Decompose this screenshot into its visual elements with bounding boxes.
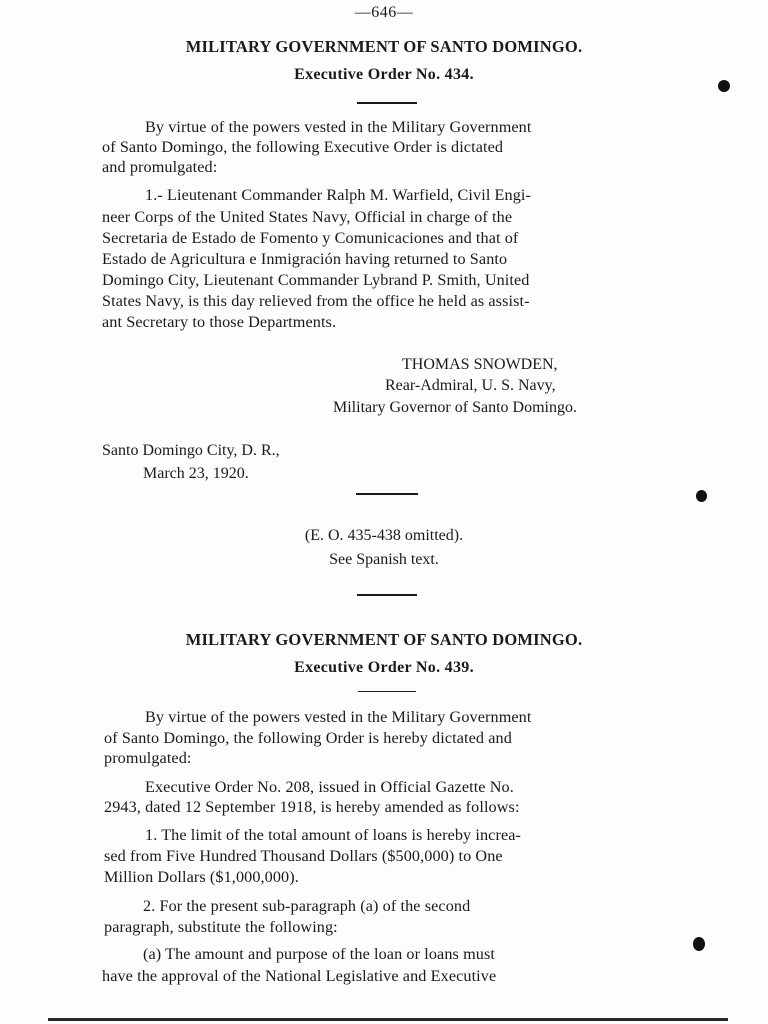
order-439-amendment-line: Executive Order No. 208, issued in Official Gazette No.	[145, 778, 514, 796]
order-434-paragraph-line: Domingo City, Lieutenant Commander Lybrand P. Smith, United	[102, 271, 530, 289]
order-439-item-a-line: (a) The amount and purpose of the loan or loans must	[143, 945, 495, 963]
order-439-heading: MILITARY GOVERNMENT OF SANTO DOMINGO.	[185, 630, 583, 649]
ink-blot	[693, 937, 705, 951]
signature-name: THOMAS SNOWDEN,	[402, 356, 558, 373]
section-divider	[356, 493, 418, 495]
order-439-preamble-line: of Santo Domingo, the following Order is hereby dictated and	[104, 729, 512, 747]
order-434-paragraph-line: ant Secretary to those Departments.	[102, 313, 337, 331]
order-434-paragraph-line: neer Corps of the United States Navy, Official in charge of the	[102, 208, 513, 226]
order-439-item1-line: 1. The limit of the total amount of loans is hereby increa-	[145, 826, 522, 844]
section-divider	[357, 594, 417, 596]
order-434-heading: MILITARY GOVERNMENT OF SANTO DOMINGO.	[185, 37, 583, 56]
order-439-item2-line: paragraph, substitute the following:	[104, 918, 338, 936]
order-439-amendment-line: 2943, dated 12 September 1918, is hereby amended as follows:	[104, 798, 520, 816]
order-434-preamble-line: of Santo Domingo, the following Executive Order is dictated	[102, 138, 504, 156]
order-434-paragraph-line: 1.- Lieutenant Commander Ralph M. Warfield, Civil Engi-	[145, 186, 532, 204]
order-439-item2-line: 2. For the present sub-paragraph (a) of the second	[143, 897, 471, 915]
order-434-preamble-line: By virtue of the powers vested in the Military Government	[145, 118, 532, 136]
order-434-paragraph-line: Secretaria de Estado de Fomento y Comunicaciones and that of	[102, 229, 519, 247]
order-439-subheading: Executive Order No. 439.	[294, 659, 474, 676]
issue-place: Santo Domingo City, D. R.,	[102, 442, 280, 459]
order-439-item1-line: Million Dollars ($1,000,000).	[104, 868, 299, 886]
section-divider	[357, 102, 417, 104]
order-434-paragraph-line: States Navy, is this day relieved from the office he held as assist-	[102, 292, 530, 310]
order-439-item-a-line: have the approval of the National Legislative and Executive	[102, 967, 497, 985]
issue-date: March 23, 1920.	[143, 465, 249, 482]
omitted-note: (E. O. 435-438 omitted).	[304, 527, 464, 544]
order-439-item1-line: sed from Five Hundred Thousand Dollars ($500,000) to One	[104, 847, 503, 865]
ink-blot	[718, 80, 730, 92]
page-number: —646—	[354, 4, 414, 21]
order-434-preamble-line: and promulgated:	[102, 158, 218, 176]
signature-rank: Rear-Admiral, U. S. Navy,	[385, 377, 556, 394]
page-bottom-edge	[48, 1018, 728, 1021]
order-434-paragraph-line: Estado de Agricultura e Inmigración having returned to Santo	[102, 250, 508, 268]
order-434-subheading: Executive Order No. 434.	[294, 66, 474, 83]
section-divider	[358, 691, 416, 692]
ink-blot	[696, 490, 707, 502]
order-439-preamble-line: By virtue of the powers vested in the Military Government	[145, 708, 532, 726]
signature-title: Military Governor of Santo Domingo.	[333, 399, 577, 416]
order-439-preamble-line: promulgated:	[104, 749, 192, 767]
omitted-note-reference: See Spanish text.	[329, 551, 439, 568]
